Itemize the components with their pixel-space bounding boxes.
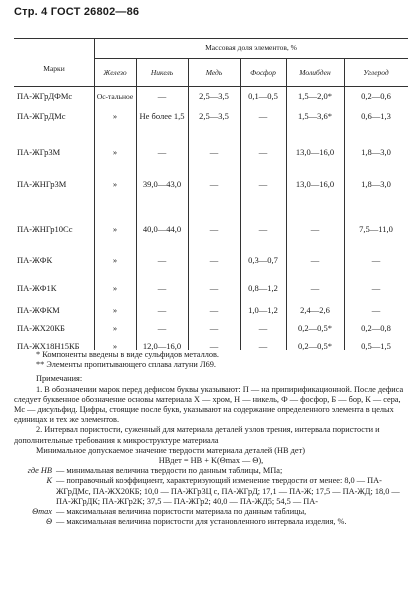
col-header-carbon: Углерод <box>363 68 389 77</box>
table-cell-mo: — <box>310 224 320 234</box>
table-cell-c: 0,5—1,5 <box>361 341 391 351</box>
table-cell-cu: — <box>209 255 219 265</box>
table-cell-ni: Не более 1,5 <box>139 111 185 121</box>
definition-key: где HB <box>27 466 52 476</box>
table-group-rule <box>94 58 408 59</box>
table-cell-ni: — <box>157 323 167 333</box>
definition-text: — максимальная величина пористости для установленного интервала изделия, %. <box>56 517 347 527</box>
table-row-mark: ПА-ЖГр3М <box>17 147 61 157</box>
note-1: 1. В обозначении марок перед дефисом буквы указывают: П — на припирификационной. После дефиса следует буквенное обозначение основы материала Х — хром, Н — никель, Ф — фосфор, Б — бор, К — сера, Мс — дисульфид. Цифры, стоящие после букв, указывают на содержание определенного элемента в целых единицах и тех же элементов. <box>14 384 404 425</box>
table-cell-cu: — <box>209 341 219 351</box>
table-cell-ni: — <box>157 305 167 315</box>
table-cell-cu: — <box>209 283 219 293</box>
note-2: 2. Интервал пористости, суженный для материала деталей узлов трения, интервала пористости и дополнительные требования к микроструктуре материала <box>14 425 380 445</box>
table-header-bottom-rule <box>14 86 408 87</box>
footnote: ** Элементы пропитывающего сплава латуни Л69. <box>36 360 216 370</box>
definition-text: — поправочный коэффициент, характеризующий изменение твердости от менее: 8,0 — ПА-ЖГрДМс, ПА-ЖХ20КБ; 10,0 — ПА-ЖГр3Ц с, ПА-ЖГрД; 17,1 — ПА-Ж; 17,5 — ПА-ЖД; 18,0 — ПА-ЖГрДК; ПА-ЖГр2К; 37,5 — ПА-ЖГр2; 40,0 — ПА-ЖД5; 54,5 — ПА- <box>56 476 400 506</box>
table-cell-ni: — <box>157 283 167 293</box>
table-cell-fe: » <box>112 179 118 189</box>
table-cell-ni: 40,0—44,0 <box>142 224 182 234</box>
table-cell-ni: — <box>157 255 167 265</box>
table-cell-fe: » <box>112 283 118 293</box>
table-row-mark: ПА-ЖФКМ <box>17 305 60 315</box>
table-cell-mo: 13,0—16,0 <box>295 147 335 157</box>
table-cell-cu: — <box>209 179 219 189</box>
col-header-phosphorus: Фосфор <box>250 68 276 77</box>
table-cell-fe: » <box>112 323 118 333</box>
table-cell-ni: — <box>157 147 167 157</box>
table-cell-fe: » <box>112 305 118 315</box>
table-cell-c: — <box>371 255 381 265</box>
table-row-mark: ПА-ЖФК <box>17 255 53 265</box>
table-row-mark: ПА-ЖГрДМс <box>17 111 66 121</box>
footnote: * Компоненты введены в виде сульфидов металлов. <box>36 350 219 359</box>
table-cell-mo: 2,4—2,6 <box>300 305 330 315</box>
definition-item <box>14 507 408 517</box>
table-row-mark: ПА-ЖНГр3М <box>17 179 67 189</box>
table-cell-p: 0,8—1,2 <box>248 283 278 293</box>
table-cell-mo: 0,2—0,5* <box>298 323 332 333</box>
footnotes-block <box>14 350 408 527</box>
table-cell-fe: » <box>112 341 118 351</box>
definition-text: — минимальная величина твердости по данным таблицы, МПа; <box>56 466 283 476</box>
table-cell-p: — <box>258 179 268 189</box>
table-cell-mo: — <box>310 255 320 265</box>
table-row-mark: ПА-ЖХ20КБ <box>17 323 65 333</box>
note-2-continued: Минимальное допускаемое значение твердости материала деталей (HB дет) <box>36 445 305 455</box>
definition-key: Θmax <box>32 507 52 517</box>
definition-key: K <box>46 476 52 486</box>
table-cell-ni: — <box>157 91 167 101</box>
table-cell-cu: 2,5—3,5 <box>199 91 229 101</box>
composition-table <box>14 38 408 351</box>
table-top-rule <box>14 38 408 39</box>
page-header: Стр. 4 ГОСТ 26802—86 <box>14 6 140 18</box>
table-cell-c: 0,2—0,6 <box>361 91 391 101</box>
table-cell-fe: » <box>112 147 118 157</box>
definitions-list <box>14 466 408 527</box>
definition-key: Θ <box>46 517 52 527</box>
definition-item <box>14 476 408 507</box>
table-row-mark: ПА-ЖФ1К <box>17 283 57 293</box>
col-header-nickel: Никель <box>150 68 174 77</box>
col-header-iron: Железо <box>103 68 127 77</box>
table-cell-mo: 1,5—3,6* <box>298 111 332 121</box>
group-header: Массовая доля элементов, % <box>205 43 297 52</box>
table-cell-ni: 12,0—16,0 <box>142 341 182 351</box>
definition-item <box>14 466 408 476</box>
table-cell-ni: 39,0—43,0 <box>142 179 182 189</box>
definition-text: — максимальная величина пористости материала по данным таблицы, <box>56 507 307 517</box>
table-cell-fe: Ос-тальное <box>96 92 134 101</box>
table-cell-p: — <box>258 147 268 157</box>
table-row-mark: ПА-ЖГрДФМс <box>17 91 73 101</box>
table-cell-mo: 1,5—2,0* <box>298 91 332 101</box>
table-cell-cu: 2,5—3,5 <box>199 111 229 121</box>
table-cell-mo: 0,2—0,5* <box>298 341 332 351</box>
table-vrule <box>94 38 95 350</box>
table-cell-p: — <box>258 323 268 333</box>
table-row-mark: ПА-ЖНГр10Сс <box>17 224 73 234</box>
table-cell-fe: » <box>112 224 118 234</box>
table-cell-c: 7,5—11,0 <box>359 224 393 234</box>
table-cell-p: 0,1—0,5 <box>248 91 278 101</box>
col-header-copper: Медь <box>205 68 223 77</box>
table-cell-fe: » <box>112 255 118 265</box>
table-cell-cu: — <box>209 323 219 333</box>
definition-item <box>14 517 408 527</box>
col-header-marks: Марки <box>43 64 65 73</box>
table-cell-mo: 13,0—16,0 <box>295 179 335 189</box>
notes-title: Примечания: <box>36 374 83 384</box>
table-cell-p: 0,3—0,7 <box>248 255 278 265</box>
table-cell-mo: — <box>310 283 320 293</box>
table-cell-fe: » <box>112 111 118 121</box>
table-cell-cu: — <box>209 224 219 234</box>
table-cell-c: 0,2—0,8 <box>361 323 391 333</box>
table-cell-c: 1,8—3,0 <box>361 179 391 189</box>
table-cell-p: — <box>258 111 268 121</box>
table-cell-c: — <box>371 283 381 293</box>
table-cell-cu: — <box>209 305 219 315</box>
formula: HBдет = HB + K(Θmax — Θ), <box>158 456 264 466</box>
table-cell-p: — <box>258 341 268 351</box>
table-cell-c: 0,6—1,3 <box>361 111 391 121</box>
table-row-mark: ПА-ЖХ18Н15КБ <box>17 341 80 351</box>
table-cell-cu: — <box>209 147 219 157</box>
col-header-molybdenum: Молибден <box>299 68 331 77</box>
table-cell-p: 1,0—1,2 <box>248 305 278 315</box>
table-cell-p: — <box>258 224 268 234</box>
table-cell-c: — <box>371 305 381 315</box>
table-cell-c: 1,8—3,0 <box>361 147 391 157</box>
